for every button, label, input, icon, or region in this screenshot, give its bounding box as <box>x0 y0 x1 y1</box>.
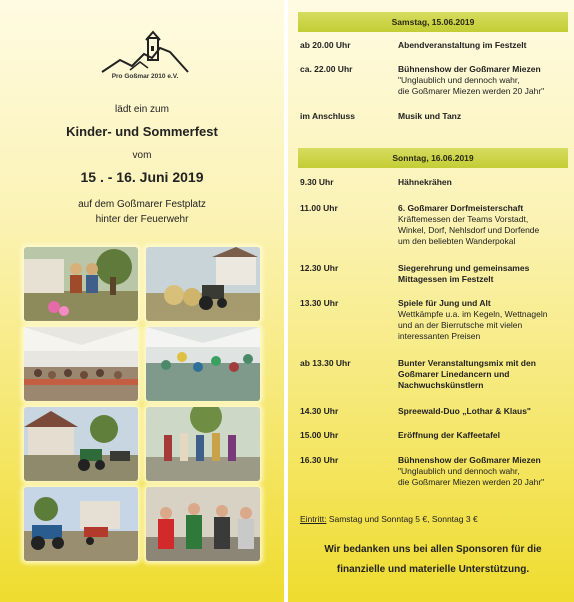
thanks-line-1: Wir bedanken uns bei allen Sponsoren für die <box>324 544 542 555</box>
vom-text: vom <box>132 150 152 161</box>
entry-text: Samstag und Sonntag 5 €, Sonntag 3 € <box>326 514 478 524</box>
thanks-line-2: finanzielle und materielle Unterstützung. <box>336 564 530 575</box>
entry-label: Eintritt: <box>300 514 327 524</box>
photo-tractor-parade <box>24 487 138 561</box>
schedule-desc: Spiele für Jung und Alt Wettkämpfe u.a. im Kegeln, Wettnageln und an der Bierrutsche mit vielen interessanten Preisen <box>398 298 548 341</box>
photo-crowd-tent <box>146 327 260 401</box>
saturday-header: Samstag, 15.06.2019 <box>298 12 568 32</box>
photo-hay-bales-tractor <box>146 247 260 321</box>
schedule-desc: Siegerehrung und gemeinsames Mittagessen im Festzelt <box>398 263 530 284</box>
invite-text: lädt ein zum <box>115 104 169 115</box>
schedule-time: 11.00 Uhr <box>300 203 338 213</box>
location-line-2: hinter der Feuerwehr <box>95 214 189 225</box>
schedule-time: 12.30 Uhr <box>300 263 339 273</box>
schedule-desc: Spreewald-Duo „Lothar & Klaus" <box>398 406 531 416</box>
schedule-desc: 6. Goßmarer Dorfmeisterschaft Kräftemessen der Teams Vorstadt, Winkel, Dorf, Nehlsdorf und Dorfende um den beliebten Wanderpokal <box>398 203 540 246</box>
schedule-desc: Musik und Tanz <box>398 111 462 121</box>
flyer-right-panel <box>288 0 574 602</box>
schedule-desc: Bunter Veranstaltungsmix mit den Goßmarer Linedancern und Nachwuchskünstlern <box>398 358 536 390</box>
schedule-time: im Anschluss <box>300 111 355 121</box>
schedule-desc: Abendveranstaltung im Festzelt <box>398 40 527 50</box>
photo-festival-tent <box>24 327 138 401</box>
sunday-header: Sonntag, 16.06.2019 <box>298 148 568 168</box>
schedule-desc: Bühnenshow der Goßmarer Miezen "Unglaublich und dennoch wahr, die Goßmarer Miezen werden 20 Jahr" <box>398 64 545 96</box>
photo-performers <box>146 487 260 561</box>
schedule-desc: Hähnekrähen <box>398 177 452 187</box>
schedule-time: ab 13.30 Uhr <box>300 358 351 368</box>
photo-scarecrows <box>24 247 138 321</box>
logo-text: Pro Goßmar 2010 e.V. <box>111 73 179 80</box>
schedule-time: 13.30 Uhr <box>300 298 339 308</box>
location-line-1: auf dem Goßmarer Festplatz <box>78 199 206 210</box>
photo-dancers <box>146 407 260 481</box>
sponsor-thanks <box>298 540 568 580</box>
photo-tractors-village <box>24 407 138 481</box>
schedule-time: 15.00 Uhr <box>300 430 339 440</box>
schedule-time: ca. 22.00 Uhr <box>300 64 353 74</box>
schedule-time: ab 20.00 Uhr <box>300 40 351 50</box>
event-title: Kinder- und Sommerfest <box>66 124 218 139</box>
event-date: 15 . - 16. Juni 2019 <box>80 169 204 185</box>
schedule-time: 9.30 Uhr <box>300 177 334 187</box>
schedule-time: 14.30 Uhr <box>300 406 339 416</box>
flyer-left-panel <box>0 0 284 602</box>
schedule-desc: Bühnenshow der Goßmarer Miezen "Unglaublich und dennoch wahr, die Goßmarer Miezen werden 20 Jahr" <box>398 455 545 487</box>
schedule-time: 16.30 Uhr <box>300 455 339 465</box>
entry-fee <box>300 514 570 524</box>
schedule-desc: Eröffnung der Kaffeetafel <box>398 430 501 440</box>
